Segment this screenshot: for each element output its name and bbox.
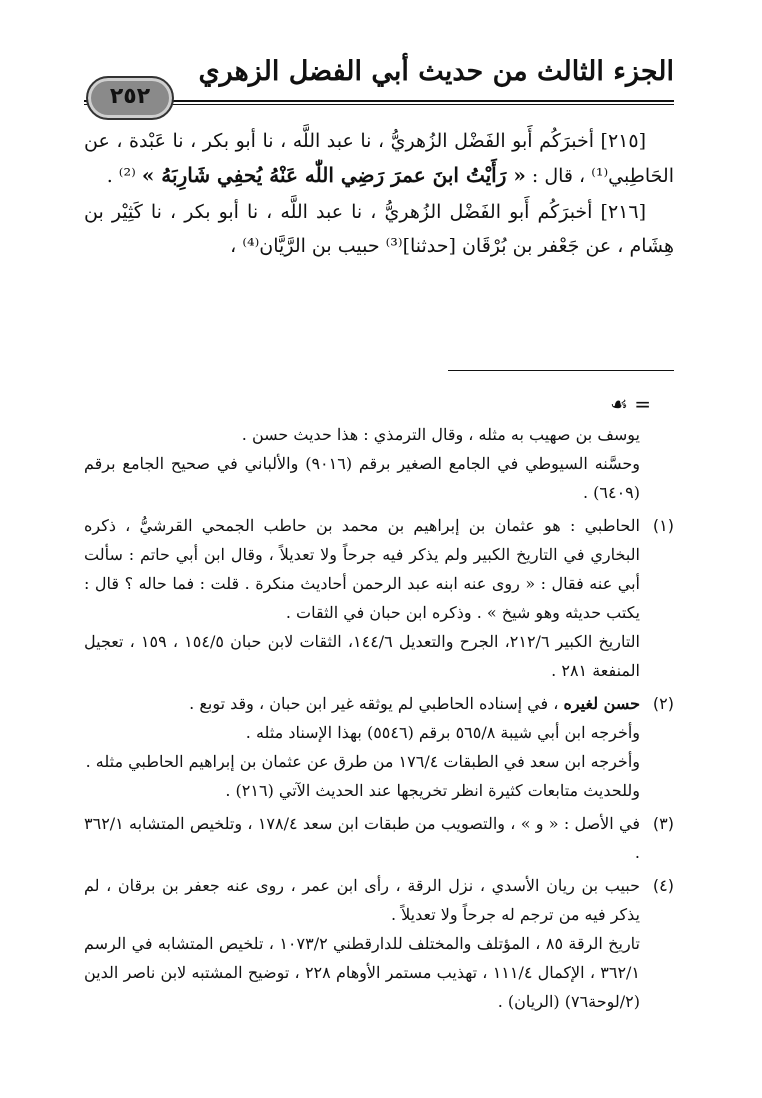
hadith-215 — [84, 124, 674, 193]
running-title: الجزء الثالث من حديث أبي الفضل الزهري — [198, 56, 674, 87]
hadith-216: [٢١٦] أخبرَكُم أَبو الفَضْل الزُهريُّ ، نا عبد اللَّه ، نا أبو بكر ، نا كَثِيْر بن هِشَام ، عن جَعْفر بن بُرْقَان [حدثنا]⁽³⁾ حبيب بن الرَّيَّان⁽⁴⁾ ، — [84, 201, 674, 257]
footnote-separator — [448, 370, 674, 371]
hadith-215-matn: « رَأَيْتُ ابنَ عمرَ رَضِي اللّٰه عَنْهُ يُحفِي شَارِبَهُ » — [141, 163, 526, 187]
footnote-2-line4: وللحديث متابعات كثيرة انظر تخريجها عند الحديث الآتي (٢١٦) . — [225, 781, 640, 800]
footnote-number: (٢) — [652, 694, 674, 713]
footnote-4 — [84, 871, 674, 929]
footnote-number: (١) — [652, 516, 674, 535]
page-number-badge — [86, 76, 174, 120]
footnote-text: الحاطبي : هو عثمان بن إبراهيم بن محمد بن حاطب الجمحي القرشيُّ ، ذكره البخاري في التاريخ الكبير ولم يذكر فيه جرحاً ولا تعديلاً ، وقال ابن أبي حاتم : سألت أبي عنه فقال : « روى عنه ابنه عبد الرحمن أحاديث منكرة . قلت : فما حاله ؟ قال : يكتب حديثه وهو شيخ » . وذكره ابن حبان في الثقات . — [84, 516, 640, 622]
footnote-text: ، في إسناده الحاطبي لم يوثقه غير ابن حبان ، وقد توبع . — [189, 694, 559, 713]
footnote-text: حبيب بن ريان الأسدي ، نزل الرقة ، رأى ابن عمر ، روى عنه جعفر بن برقان ، لم يذكر فيه من ترجم له جرحاً ولا تعديلاً . — [84, 876, 640, 924]
footnote-number: (٣) — [652, 814, 674, 833]
footnote-2 — [84, 689, 674, 718]
footnote-4-refs: تاريخ الرقة ٨٥ ، المؤتلف والمختلف للدارقطني ١٠٧٣/٢ ، تلخيص المتشابه في الرسم ٣٦٢/١ ، الإكمال ١١١/٤ ، تهذيب مستمر الأوهام ٢٢٨ ، توضيح المشتبه لابن ناصر الدين (٢/لوحة٧٦) (الريان) . — [84, 934, 641, 1011]
footnote-number: (٤) — [652, 876, 674, 895]
hadith-215-text: [٢١٥] أخبرَكُم أَبو الفَضْل الزُهريُّ ، نا عبد اللَّه ، نا أبو بكر ، نا عَبْدة ، عن الحَاطِبي⁽¹⁾ ، قال : — [84, 130, 674, 187]
footnote-2-line3: وأخرجه ابن سعد في الطبقات ١٧٦/٤ من طرق عن عثمان بن إبراهيم الحاطبي مثله . — [85, 752, 640, 771]
page-number: ٢٥٢ — [109, 84, 151, 109]
footnote-text: في الأصل : « و » ، والتصويب من طبقات ابن سعد ١٧٨/٤ ، وتلخيص المتشابه ٣٦٢/١ . — [84, 814, 640, 862]
footnote-1 — [84, 511, 674, 627]
grading: حسن لغيره — [563, 694, 640, 713]
main-text — [84, 124, 674, 263]
continued-note-line1: يوسف بن صهيب به مثله ، وقال الترمذي : هذا حديث حسن . — [241, 425, 640, 444]
continued-note-line2: وحسَّنه السيوطي في الجامع الصغير برقم (٩٠١٦) والألباني في صحيح الجامع برقم (٦٤٠٩) . — [84, 454, 640, 502]
continuation-mark: = ☙ — [610, 392, 652, 416]
footnotes — [84, 420, 674, 1016]
footnote-1-refs: التاريخ الكبير ٢١٢/٦، الجرح والتعديل ١٤٤/٦، الثقات لابن حبان ١٥٤/٥ ، ١٥٩ ، تعجيل المنفعة ٢٨١ . — [84, 632, 641, 680]
hadith-215-footnote-ref: ⁽²⁾ . — [106, 165, 136, 187]
footnote-2-line2: وأخرجه ابن أبي شيبة ٥٦٥/٨ برقم (٥٥٤٦) بهذا الإسناد مثله . — [245, 723, 640, 742]
footnote-3 — [84, 809, 674, 867]
